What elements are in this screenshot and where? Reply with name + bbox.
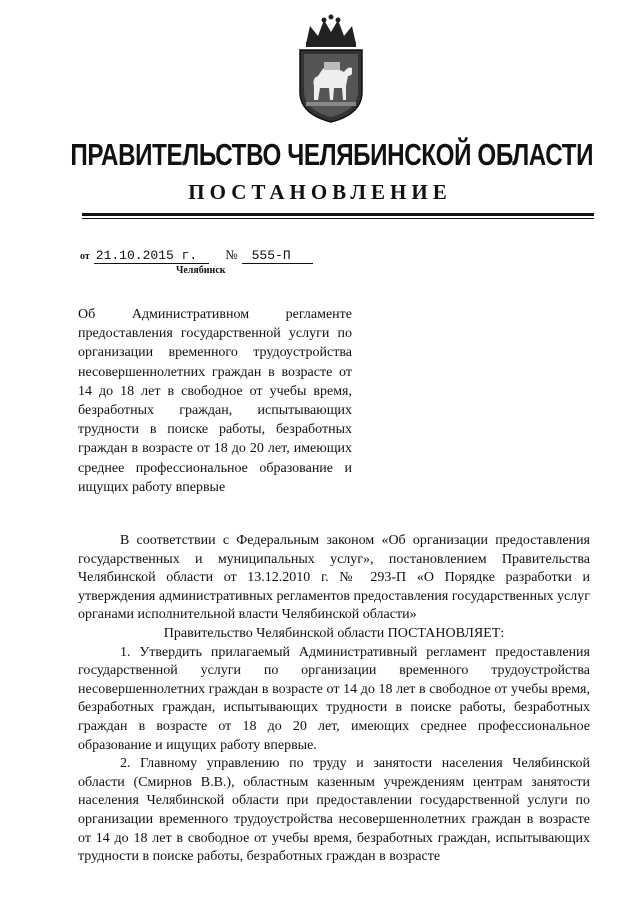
header-rule-thick <box>82 213 594 216</box>
item-1-paragraph: 1. Утвердить прилагаемый Административный регламент предоставления государственной услуги по организации временного трудоустройства несовершеннолетних граждан в возрасте от 14 до 18 лет в свободное от учебы время, безработных граждан, испытывающих трудности в поиске работы, безработных граждан в возрасте от 18 до 20 лет, имеющих среднее профессиональное образование и ищущих работу впервые. <box>78 644 590 753</box>
document-body <box>78 532 590 867</box>
item-2-paragraph: 2. Главному управлению по труду и занятости населения Челябинской области (Смирнов В.В.), областным казенным учреждениям центрам занятости населения Челябинской области при предоставлении государственной услуги по организации временного трудоустройства несовершеннолетних граждан в возрасте от 14 до 18 лет в свободное от учебы время, безработных граждан, испытывающих трудности в поиске работы, безработных граждан в возрасте <box>78 756 590 865</box>
document-date: 21.10.2015 г. <box>94 248 209 264</box>
government-title: ПРАВИТЕЛЬСТВО ЧЕЛЯБИНСКОЙ ОБЛАСТИ <box>70 137 594 172</box>
city-label: Челябинск <box>176 265 226 276</box>
date-number-line <box>80 247 313 264</box>
document-number: 555-П <box>242 248 313 264</box>
document-subject: Об Административном регламенте предоставления государственной услуги по организации временного трудоустройства несовершеннолетних граждан в возрасте от 14 до 18 лет в свободное от учебы время, безработных граждан, испытывающих трудности в поиске работы, безработных граждан в возрасте от 18 до 20 лет, имеющих среднее профессиональное образование и ищущих работу впервые <box>78 307 352 495</box>
number-prefix: № <box>225 247 238 262</box>
preamble-paragraph: В соответствии с Федеральным законом «Об организации предоставления государственных и муниципальных услуг», постановлением Правительства Челябинской области от 13.12.2010 г. № 293-П «О Порядке разработки и утверждения административных регламентов предоставления государственных услуг органами исполнительной власти Челябинской области» <box>78 533 590 623</box>
resolves-line: Правительство Челябинской области ПОСТАНОВЛЯЕТ: <box>163 625 505 641</box>
date-prefix: от <box>80 251 90 262</box>
document-type: ПОСТАНОВЛЕНИЕ <box>188 180 452 204</box>
header-rule-thin <box>82 218 594 219</box>
coat-of-arms-icon <box>286 14 376 124</box>
